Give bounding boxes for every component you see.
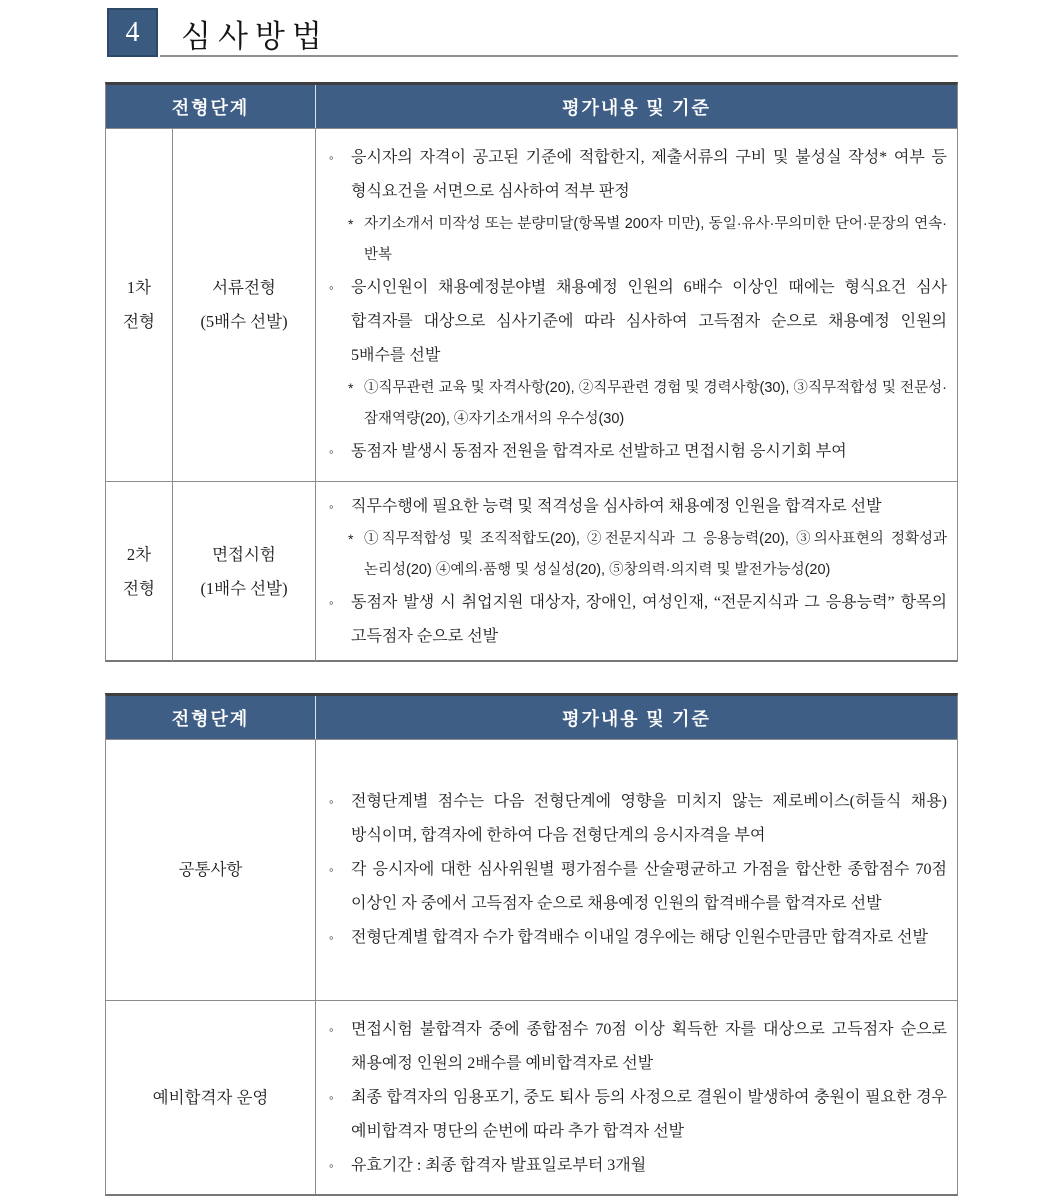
bullet-item (326, 1013, 947, 1081)
stage-line: 전형 (123, 312, 155, 331)
criteria-cell (316, 1001, 957, 1194)
item-text: ①직무관련 교육 및 자격사항(20), ②직무관련 경험 및 경력사항(30), ③직무적합성 및 전문성·잠재역량(20), ④자기소개서의 우수성(30) (364, 380, 947, 427)
bullet-marker: ◦ (329, 444, 334, 459)
bullet-item (326, 586, 947, 654)
table-row-reserve (106, 1000, 957, 1194)
sub-bullet-marker: * (348, 380, 354, 396)
item-text: ①직무적합성 및 조직적합도(20), ②전문지식과 그 응용능력(20), ③의사표현의 정확성과 논리성(20) ④예의·품행 및 성실성(20), ⑤창의력·의지력 및 발전가능성(20) (364, 531, 947, 578)
bullet-item (326, 1081, 947, 1149)
item-text: 전형단계별 합격자 수가 합격배수 이내일 경우에는 해당 인원수만큼만 합격자로 선발 (351, 929, 928, 946)
bullet-item (326, 785, 947, 853)
stage-line: 2차 (126, 545, 152, 564)
bullet-marker: ◦ (329, 280, 334, 295)
column-header-criteria: 평가내용 및 기준 (562, 708, 711, 729)
method-cell (173, 129, 316, 481)
sub-bullet-item (348, 209, 947, 271)
bullet-item (326, 141, 947, 209)
title-underline-rule (160, 55, 958, 57)
stage-cell (106, 129, 173, 481)
page-title: 심사방법 (181, 19, 329, 54)
stage-cell (106, 1001, 316, 1194)
stage-cell (106, 740, 316, 1000)
stage-line: 1차 (126, 278, 152, 297)
sub-bullet-marker: * (348, 531, 354, 547)
section-number-badge (107, 8, 158, 57)
method-line: (1배수 선발) (200, 579, 288, 598)
stage-line: 전형 (123, 579, 155, 598)
method-line: 서류전형 (212, 278, 276, 297)
bullet-item (326, 435, 947, 469)
table-row-common (106, 740, 957, 1000)
selection-stages-table (105, 82, 958, 662)
sub-bullet-item (348, 373, 947, 435)
column-header-stage: 전형단계 (106, 85, 316, 128)
bullet-item (326, 921, 947, 955)
item-text: 동점자 발생시 동점자 전원을 합격자로 선발하고 면접시험 응시기회 부여 (351, 443, 847, 460)
table-row-stage2 (106, 481, 957, 660)
method-line: 면접시험 (212, 545, 276, 564)
table2-header-row (106, 696, 957, 740)
bullet-marker: ◦ (329, 1089, 334, 1105)
item-text: 자기소개서 미작성 또는 분량미달(항목별 200자 미만), 동일·유사·무의미한 단어·문장의 연속·반복 (364, 216, 947, 263)
bullet-item (326, 271, 947, 373)
bullet-marker: ◦ (329, 499, 334, 514)
item-text: 응시인원이 채용예정분야별 채용예정 인원의 6배수 이상인 때에는 형식요건 심사 합격자를 대상으로 심사기준에 따라 심사하여 고득점자 순으로 채용예정 인원의 5배수를 선발 (351, 279, 947, 364)
bullet-marker: ◦ (329, 1021, 334, 1037)
bullet-marker: ◦ (329, 595, 334, 610)
item-text: 동점자 발생 시 취업지원 대상자, 장애인, 여성인재, “전문지식과 그 응용능력” 항목의 고득점자 순으로 선발 (351, 594, 947, 645)
table1-header-row (106, 85, 957, 129)
method-line: (5배수 선발) (200, 312, 288, 331)
stage-cell (106, 482, 173, 662)
sub-bullet-item (348, 524, 947, 586)
column-header-criteria: 평가내용 및 기준 (562, 97, 711, 118)
item-text: 최종 합격자의 임용포기, 중도 퇴사 등의 사정으로 결원이 발생하여 충원이 필요한 경우 예비합격자 명단의 순번에 따라 추가 합격자 선발 (351, 1088, 947, 1140)
item-text: 유효기간 : 최종 합격자 발표일로부터 3개월 (351, 1156, 647, 1174)
bullet-item (326, 1149, 947, 1183)
column-header-stage: 전형단계 (106, 696, 316, 739)
item-text: 응시자의 자격이 공고된 기준에 적합한지, 제출서류의 구비 및 불성실 작성* 여부 등 형식요건을 서면으로 심사하여 적부 판정 (351, 149, 947, 200)
criteria-cell (316, 740, 957, 1000)
sub-bullet-marker: * (348, 216, 354, 232)
common-rules-table (105, 693, 958, 1196)
item-text: 직무수행에 필요한 능력 및 적격성을 심사하여 채용예정 인원을 합격자로 선발 (351, 498, 882, 515)
item-text: 각 응시자에 대한 심사위원별 평가점수를 산술평균하고 가점을 합산한 종합점수 70점 이상인 자 중에서 고득점자 순으로 채용예정 인원의 합격배수를 합격자로 선발 (351, 861, 947, 912)
section-number: 4 (125, 16, 140, 48)
criteria-cell (316, 482, 957, 662)
bullet-marker: ◦ (329, 1157, 334, 1173)
bullet-item (326, 490, 947, 524)
bullet-marker: ◦ (329, 794, 334, 809)
bullet-marker: ◦ (329, 150, 334, 165)
bullet-marker: ◦ (329, 862, 334, 877)
table-row-stage1 (106, 129, 957, 481)
bullet-item (326, 853, 947, 921)
item-text: 면접시험 불합격자 중에 종합점수 70점 이상 획득한 자를 대상으로 고득점자 순으로 채용예정 인원의 2배수를 예비합격자로 선발 (351, 1020, 947, 1072)
bullet-marker: ◦ (329, 930, 334, 945)
criteria-cell (316, 129, 957, 481)
stage-line: 공통사항 (178, 860, 243, 879)
method-cell (173, 482, 316, 662)
item-text: 전형단계별 점수는 다음 전형단계에 영향을 미치지 않는 제로베이스(허들식 채용)방식이며, 합격자에 한하여 다음 전형단계의 응시자격을 부여 (351, 793, 947, 844)
stage-line: 예비합격자 운영 (152, 1087, 269, 1107)
